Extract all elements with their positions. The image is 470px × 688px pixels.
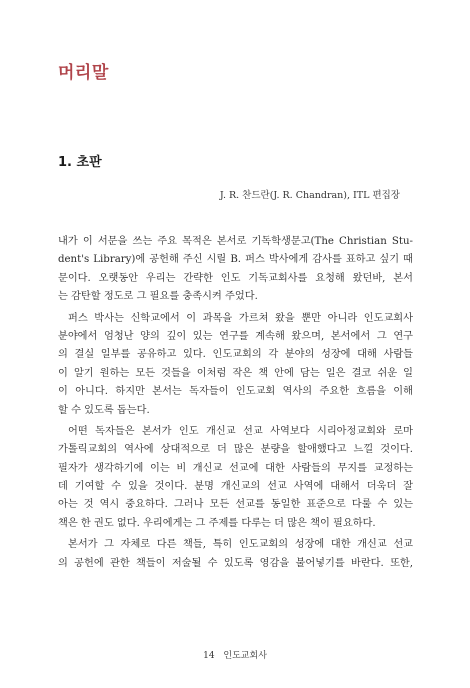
page-footer <box>0 648 470 661</box>
text-line: 이 아니다. 하지만 본서는 독자들이 인도교회 역사의 주요한 흐름을 이해 <box>58 386 413 398</box>
text-line: 는 감탄할 정도로 그 필요를 충족시켜 주었다. <box>58 291 258 303</box>
text-line: dent's Library)에 공헌해 주신 시릴 B. 퍼스 박사에게 감사를 표하고 싶기 때 <box>58 254 413 266</box>
text-line: 퍼스 박사는 신학교에서 이 과목을 가르쳐 왔을 뿐만 아니라 인도교회사 <box>68 312 413 324</box>
text-line: 분야에서 엄청난 양의 깊이 있는 연구를 계속해 왔으며, 본서에서 그 연구 <box>58 330 413 342</box>
text-line: 가톨릭교회의 역사에 상대적으로 더 많은 분량을 할애했다고 느낄 것이다. <box>58 444 413 456</box>
text-line: 어떤 독자들은 본서가 인도 개신교 선교 사역보다 시리아정교회와 로마 <box>68 425 413 437</box>
byline: J. R. 찬드란(J. R. Chandran), ITL 편집장 <box>219 190 400 201</box>
text-line: 문이다. 오랫동안 우리는 간략한 인도 기독교회사를 요청해 왔던바, 본서 <box>58 272 413 284</box>
text-line: 아는 것 역시 중요하다. 그러나 모든 선교를 동일한 표준으로 다룰 수 있는 <box>58 499 413 511</box>
page-number: 14 <box>203 651 215 661</box>
chapter-title: 머리말 <box>58 63 109 83</box>
text-line: 할 수 있도록 돕는다. <box>58 404 150 416</box>
text-line: 의 공헌에 관한 책들이 저술될 수 있도록 영감을 불어넣기를 바란다. 또한, <box>58 557 413 569</box>
text-line: 이 알기 원하는 모든 것들을 이처럼 작은 책 안에 담는 일은 결코 쉬운 일 <box>58 367 413 379</box>
text-line: 필자가 생각하기에 이는 비 개신교 선교에 대한 사람들의 무지를 교정하는 <box>58 462 413 474</box>
running-title: 인도교회사 <box>223 651 267 661</box>
text-line: 의 결실 일부를 공유하고 있다. 인도교회의 각 분야의 성장에 대해 사람들 <box>58 349 413 361</box>
text-line: 책은 한 권도 없다. 우리에게는 그 주제를 다루는 더 많은 책이 필요하다. <box>58 517 376 529</box>
text-line: 데 기여할 수 있을 것이다. 분명 개신교의 선교 사역에 대해서 더욱더 잘 <box>58 481 413 493</box>
section-heading: 1. 초판 <box>58 155 102 170</box>
text-line: 내가 이 서문을 쓰는 주요 목적은 본서로 기독학생문고(The Christian Stu- <box>58 236 413 247</box>
text-line: 본서가 그 자체로 다른 책들, 특히 인도교회의 성장에 대한 개신교 선교 <box>68 539 413 551</box>
body-text <box>58 233 413 573</box>
